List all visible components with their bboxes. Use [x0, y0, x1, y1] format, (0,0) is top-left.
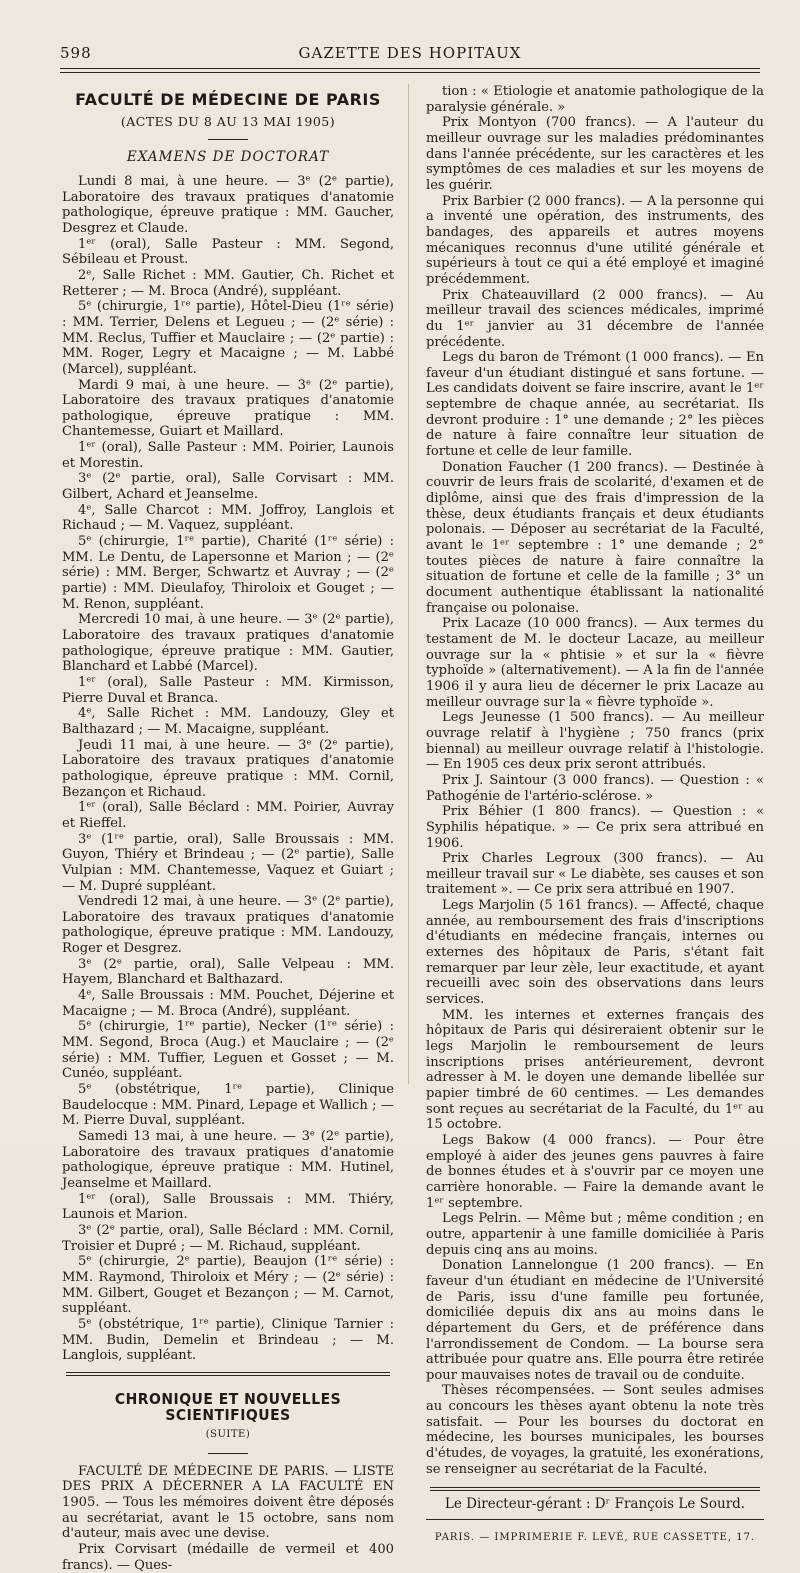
journal-title: GAZETTE DES HOPITAUX: [298, 44, 522, 62]
exam-paragraph: 2ᵉ, Salle Richet : MM. Gautier, Ch. Richet et Retterer ; — M. Broca (André), suppléant.: [62, 267, 394, 299]
prize-paragraph: Donation Lannelongue (1 200 francs). — En faveur d'un étudiant en médecine de l'Université de Paris, issu d'une famille peu fortunée, domiciliée depuis dix ans au moins dans le département du Gers, et de préférence dans l'arrondissement de Condom. — La bourse sera attribuée pour quatre ans. Elle pourra être retirée pour mauvaises notes de travail ou de conduite.: [426, 1258, 764, 1383]
prize-paragraph: Prix Barbier (2 000 francs). — A la personne qui a inventé une opération, des instruments, des bandages, des appareils et autres moyens mécaniques reconnus d'une utilité générale et supérieurs à tout ce qui a été employé et imaginé précédemment.: [426, 193, 764, 287]
prize-paragraph: Legs du baron de Trémont (1 000 francs). — En faveur d'un étudiant distingué et sans fortune. — Les candidats doivent se faire inscrire, avant le 1ᵉʳ septembre de chaque année, au secrétariat. Ils devront produire : 1° une demande ; 2° les pièces de nature à faire connaître leur situation de fortune et celle de leur famille.: [426, 350, 764, 460]
exam-paragraph: Vendredi 12 mai, à une heure. — 3ᵉ (2ᵉ partie), Laboratoire des travaux pratiques d'anatomie pathologique, épreuve pratique : MM. Landouzy, Roger et Desgrez.: [62, 894, 394, 957]
prize-paragraph: FACULTÉ DE MÉDECINE DE PARIS. — LISTE DES PRIX A DÉCERNER A LA FACULTÉ EN 1905. — Tous les mémoires doivent être déposés au secrétariat, avant le 15 octobre, sans nom d'auteur, mais avec une devise.: [62, 1463, 394, 1542]
header-rule-top: [60, 68, 760, 69]
exam-paragraph: 1ᵉʳ (oral), Salle Pasteur : MM. Segond, Sébileau et Proust.: [62, 236, 394, 268]
header-rule-bottom: [60, 72, 760, 73]
imprint-rule: [426, 1519, 764, 1520]
prize-paragraph: Prix Béhier (1 800 francs). — Question : « Syphilis hépatique. » — Ce prix sera attribué en 1906.: [426, 804, 764, 851]
exam-paragraph: 5ᵉ (obstétrique, 1ʳᵉ partie), Clinique Tarnier : MM. Budin, Demelin et Brindeau ; — M. Langlois, suppléant.: [62, 1316, 394, 1364]
prize-paragraph: Prix Chateauvillard (2 000 francs). — Au meilleur travail des sciences médicales, imprimé du 1ᵉʳ janvier au 31 décembre de l'année précédente.: [426, 287, 764, 350]
left-column: [62, 84, 394, 1573]
exam-paragraph: 5ᵉ (chirurgie, 2ᵉ partie), Beaujon (1ʳᵉ série) : MM. Raymond, Thiroloix et Méry ; — (2ᵉ série) : MM. Gilbert, Gouget et Bezançon ; — M. Carnot, suppléant.: [62, 1254, 394, 1317]
prize-paragraph: Donation Faucher (1 200 francs). — Destinée à couvrir de leurs frais de scolarité, d'examen et de diplôme, ainsi que des frais d'impression de la thèse, deux étudiants français et deux étudiants polonais. — Déposer au secrétariat de la Faculté, avant le 1ᵉʳ septembre : 1° une demande ; 2° toutes pièces de nature à faire connaître la situation de fortune et celle de la famille ; 3° un document authentique établissant la nationalité française ou polonaise.: [426, 459, 764, 616]
short-rule-2: [208, 1453, 248, 1454]
exam-paragraph: 5ᵉ (chirurgie, 1ʳᵉ partie), Hôtel-Dieu (1ʳᵉ série) : MM. Terrier, Delens et Legueu ; — (2ᵉ série) : MM. Reclus, Tuffier et Mauclaire ; — (2ᵉ partie) : MM. Roger, Legry et Macaigne ; — M. Labbé (Marcel), suppléant.: [62, 299, 394, 377]
exam-heading: EXAMENS DE DOCTORAT: [126, 149, 330, 166]
short-rule: [208, 139, 248, 140]
exam-paragraph: Mercredi 10 mai, à une heure. — 3ᵉ (2ᵉ partie), Laboratoire des travaux pratiques d'anatomie pathologique, épreuve pratique : MM. Gautier, Blanchard et Labbé (Marcel).: [62, 612, 394, 675]
column-divider: [408, 84, 409, 1084]
footer-rule: [430, 1487, 760, 1491]
exam-paragraph: 4ᵉ, Salle Richet : MM. Landouzy, Gley et Balthazard ; — M. Macaigne, suppléant.: [62, 706, 394, 737]
exam-paragraph: 1ᵉʳ (oral), Salle Broussais : MM. Thiéry, Launois et Marion.: [62, 1191, 394, 1223]
faculte-subtitle: (ACTES DU 8 AU 13 MAI 1905): [120, 113, 336, 129]
exam-paragraph: Jeudi 11 mai, à une heure. — 3ᵉ (2ᵉ partie), Laboratoire des travaux pratiques d'anatomie pathologique, épreuve pratique : MM. Cornil, Bezançon et Richaud.: [62, 737, 394, 800]
prize-paragraph: Thèses récompensées. — Sont seules admises au concours les thèses ayant obtenu la note très satisfait. — Pour les bourses du doctorat en médecine, les bourses municipales, les bourses d'études, de voyages, la gratuité, les exonérations, se renseigner au secrétariat de la Faculté.: [426, 1383, 764, 1477]
exam-paragraph: 3ᵉ (2ᵉ partie, oral), Salle Velpeau : MM. Hayem, Blanchard et Balthazard.: [62, 956, 394, 988]
exam-paragraph: 3ᵉ (1ʳᵉ partie, oral), Salle Broussais : MM. Guyon, Thiéry et Brindeau ; — (2ᵉ partie), Salle Vulpian : MM. Chantemesse, Vaquez et Guiart ; — M. Dupré suppléant.: [62, 831, 394, 894]
exam-paragraph: Samedi 13 mai, à une heure. — 3ᵉ (2ᵉ partie), Laboratoire des travaux pratiques d'anatomie pathologique, épreuve pratique : MM. Hutinel, Jeanselme et Maillard.: [62, 1129, 394, 1191]
prize-paragraph: Prix Lacaze (10 000 francs). — Aux termes du testament de M. le docteur Lacaze, au meilleur ouvrage sur la « phtisie » et sur la « fièvre typhoïde » (alternativement). — A la fin de l'année 1906 il y aura lieu de décerner le prix Lacaze au meilleur ouvrage sur la « fièvre typhoïde ».: [426, 616, 764, 710]
prize-paragraph: Prix Charles Legroux (300 francs). — Au meilleur travail sur « Le diabète, ses causes et son traitement ». — Ce prix sera attribué en 1907.: [426, 851, 764, 898]
chronique-right-paragraphs: [426, 84, 764, 1477]
prize-paragraph: Prix Corvisart (médaille de vermeil et 400 francs). — Ques-: [62, 1542, 394, 1573]
prize-paragraph: Prix Montyon (700 francs). — A l'auteur du meilleur ouvrage sur les maladies prédominantes dans l'année précédente, sur les caractères et les symptômes de ces maladies et sur les moyens de les guérir.: [426, 115, 764, 193]
exam-paragraph: 5ᵉ (chirurgie, 1ʳᵉ partie), Charité (1ʳᵉ série) : MM. Le Dentu, de Lapersonne et Marion ; — (2ᵉ série) : MM. Berger, Schwartz et Auvray ; — (2ᵉ partie) : MM. Dieulafoy, Thiroloix et Gouget ; — M. Renon, suppléant.: [62, 534, 394, 612]
exam-paragraph: 3ᵉ (2ᵉ partie, oral), Salle Corvisart : MM. Gilbert, Achard et Jeanselme.: [62, 471, 394, 503]
prize-paragraph: Legs Bakow (4 000 francs). — Pour être employé à aider des jeunes gens pauvres à faire de bonnes études et à s'ouvrir par ce moyen une carrière honorable. — Faire la demande avant le 1ᵉʳ septembre.: [426, 1132, 764, 1211]
faculte-title: FACULTÉ DE MÉDECINE DE PARIS: [75, 90, 381, 109]
section-rule: [66, 1372, 390, 1376]
prize-paragraph: Legs Pelrin. — Même but ; même condition ; en outre, appartenir à une famille domiciliée à Paris depuis cinq ans au moins.: [426, 1211, 764, 1258]
chronique-subtitle: (SUITE): [205, 1429, 251, 1441]
chronique-title: CHRONIQUE ET NOUVELLES SCIENTIFIQUES: [114, 1389, 342, 1424]
exam-paragraph: 1ᵉʳ (oral), Salle Pasteur : MM. Poirier, Launois et Morestin.: [62, 440, 394, 471]
exam-paragraph: 1ᵉʳ (oral), Salle Béclard : MM. Poirier, Auvray et Rieffel.: [62, 800, 394, 831]
exam-paragraph: 4ᵉ, Salle Broussais : MM. Pouchet, Déjerine et Macaigne ; — M. Broca (André), suppléant.: [62, 988, 394, 1019]
prize-paragraph: tion : « Etiologie et anatomie pathologique de la paralysie générale. »: [426, 84, 764, 115]
chronique-left-paragraphs: [62, 1464, 394, 1573]
prize-paragraph: MM. les internes et externes français des hôpitaux de Paris qui désireraient obtenir sur le legs Marjolin le remboursement de leurs inscriptions prises antérieurement, devront adresser à M. le doyen une demande libellée sur papier timbré de 60 centimes. — Les demandes sont reçues au secrétariat de la Faculté, du 1ᵉʳ au 15 octobre.: [426, 1007, 764, 1133]
running-header: [60, 44, 760, 64]
exam-paragraphs: [62, 174, 394, 1364]
exam-paragraph: 1ᵉʳ (oral), Salle Pasteur : MM. Kirmisson, Pierre Duval et Branca.: [62, 674, 394, 706]
exam-paragraph: 4ᵉ, Salle Charcot : MM. Joffroy, Langlois et Richaud ; — M. Vaquez, suppléant.: [62, 502, 394, 534]
page-number: 598: [60, 44, 92, 62]
exam-paragraph: Lundi 8 mai, à une heure. — 3ᵉ (2ᵉ partie), Laboratoire des travaux pratiques d'anatomie pathologique, épreuve pratique : MM. Gaucher, Desgrez et Claude.: [62, 173, 394, 236]
exam-paragraph: 5ᵉ (chirurgie, 1ʳᵉ partie), Necker (1ʳᵉ série) : MM. Segond, Broca (Aug.) et Mauclaire ; — (2ᵉ série) : MM. Tuffier, Leguen et Gosset ; — M. Cunéo, suppléant.: [62, 1019, 394, 1082]
director-line: Le Directeur-gérant : Dʳ François Le Sourd.: [444, 1496, 746, 1513]
exam-paragraph: 3ᵉ (2ᵉ partie, oral), Salle Béclard : MM. Cornil, Troisier et Dupré ; — M. Richaud, suppléant.: [62, 1222, 394, 1254]
imprint-line: PARIS. — IMPRIMERIE F. LEVÉ, RUE CASSETTE, 17.: [434, 1532, 756, 1544]
exam-paragraph: Mardi 9 mai, à une heure. — 3ᵉ (2ᵉ partie), Laboratoire des travaux pratiques d'anatomie pathologique, épreuve pratique : MM. Chantemesse, Guiart et Maillard.: [62, 377, 394, 440]
prize-paragraph: Legs Jeunesse (1 500 francs). — Au meilleur ouvrage relatif à l'hygiène ; 750 francs (prix biennal) au meilleur ouvrage relatif à l'histologie. — En 1905 ces deux prix seront attribués.: [426, 710, 764, 773]
right-column: [426, 84, 764, 1544]
prize-paragraph: Legs Marjolin (5 161 francs). — Affecté, chaque année, au remboursement des frais d'inscriptions d'étudiants en médecine français, internes ou externes des hôpitaux de Paris, s'étant fait remarquer par leur zèle, leur exactitude, et ayant recueilli avec soin des observations dans leurs services.: [426, 898, 764, 1008]
exam-paragraph: 5ᵉ (obstétrique, 1ʳᵉ partie), Clinique Baudelocque : MM. Pinard, Lepage et Wallich ; — M. Pierre Duval, suppléant.: [62, 1082, 394, 1129]
prize-paragraph: Prix J. Saintour (3 000 francs). — Question : « Pathogénie de l'artério-sclérose. »: [426, 772, 764, 804]
